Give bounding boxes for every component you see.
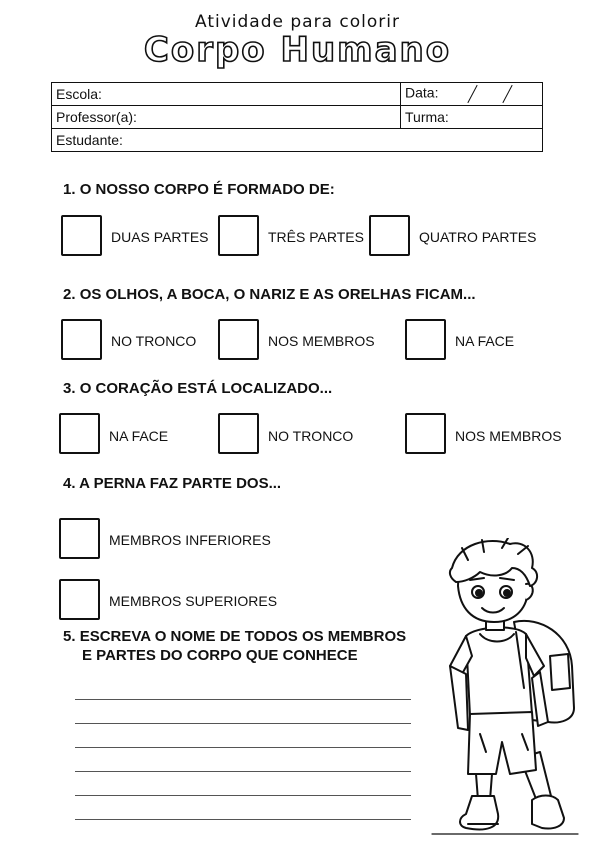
question-1-text: O NOSSO CORPO É FORMADO DE: bbox=[79, 181, 335, 198]
date-label: Data: bbox=[405, 84, 439, 101]
q3-option-3-label: NOS MEMBROS bbox=[455, 428, 562, 444]
question-4 bbox=[63, 475, 281, 492]
q1-option-3-label: QUATRO PARTES bbox=[419, 229, 537, 245]
question-2 bbox=[63, 286, 476, 303]
q3-option-1-label: NA FACE bbox=[109, 428, 169, 444]
q2-option-1-label: NO TRONCO bbox=[111, 333, 197, 349]
question-1-number: 1. bbox=[63, 181, 76, 198]
q4-option-1-label: MEMBROS INFERIORES bbox=[109, 532, 271, 548]
date-field[interactable] bbox=[401, 83, 543, 106]
question-4-number: 4. bbox=[63, 475, 76, 492]
school-label: Escola: bbox=[56, 86, 102, 102]
q1-option-2-checkbox[interactable] bbox=[218, 215, 259, 256]
q1-option-1-checkbox[interactable] bbox=[61, 215, 102, 256]
q3-option-2-checkbox[interactable] bbox=[218, 413, 259, 454]
question-5-text-line-2: E PARTES DO CORPO QUE CONHECE bbox=[82, 647, 358, 664]
date-slash-1 bbox=[468, 85, 478, 103]
question-3-number: 3. bbox=[63, 380, 76, 397]
question-5-text-line-1: ESCREVA O NOME DE TODOS OS MEMBROS bbox=[79, 628, 407, 645]
q1-option-2-label: TRÊS PARTES bbox=[268, 229, 364, 245]
question-3 bbox=[63, 380, 332, 397]
q3-option-1-checkbox[interactable] bbox=[59, 413, 100, 454]
question-3-text: O CORAÇÃO ESTÁ LOCALIZADO... bbox=[79, 380, 333, 397]
q1-option-3-checkbox[interactable] bbox=[369, 215, 410, 256]
teacher-field[interactable] bbox=[52, 106, 401, 129]
q4-option-1-checkbox[interactable] bbox=[59, 518, 100, 559]
student-label: Estudante: bbox=[56, 132, 123, 148]
answer-line-4[interactable] bbox=[75, 771, 411, 772]
question-1 bbox=[63, 181, 335, 198]
answer-line-6[interactable] bbox=[75, 819, 411, 820]
teacher-label: Professor(a): bbox=[56, 109, 137, 125]
student-info-table bbox=[51, 82, 543, 152]
q4-option-2-label: MEMBROS SUPERIORES bbox=[109, 593, 278, 609]
activity-subtitle: Atividade para colorir bbox=[195, 12, 400, 32]
question-4-text: A PERNA FAZ PARTE DOS... bbox=[79, 475, 282, 492]
answer-line-3[interactable] bbox=[75, 747, 411, 748]
question-2-text: OS OLHOS, A BOCA, O NARIZ E AS ORELHAS FICAM... bbox=[79, 286, 476, 303]
page-title: Corpo Humano bbox=[143, 30, 452, 70]
question-5 bbox=[63, 627, 406, 665]
answer-line-2[interactable] bbox=[75, 723, 411, 724]
answer-line-5[interactable] bbox=[75, 795, 411, 796]
date-slash-2 bbox=[503, 85, 513, 103]
q2-option-3-checkbox[interactable] bbox=[405, 319, 446, 360]
q1-option-1-label: DUAS PARTES bbox=[111, 229, 209, 245]
question-2-number: 2. bbox=[63, 286, 76, 303]
school-field[interactable] bbox=[52, 83, 401, 106]
boy-with-backpack-coloring-icon bbox=[428, 538, 588, 838]
q2-option-3-label: NA FACE bbox=[455, 333, 515, 349]
q3-option-2-label: NO TRONCO bbox=[268, 428, 354, 444]
q3-option-3-checkbox[interactable] bbox=[405, 413, 446, 454]
q2-option-2-label: NOS MEMBROS bbox=[268, 333, 375, 349]
q2-option-1-checkbox[interactable] bbox=[61, 319, 102, 360]
question-5-number: 5. bbox=[63, 628, 76, 645]
answer-line-1[interactable] bbox=[75, 699, 411, 700]
class-field[interactable] bbox=[401, 106, 543, 129]
q2-option-2-checkbox[interactable] bbox=[218, 319, 259, 360]
class-label: Turma: bbox=[405, 109, 449, 125]
q4-option-2-checkbox[interactable] bbox=[59, 579, 100, 620]
student-field[interactable] bbox=[52, 129, 543, 152]
